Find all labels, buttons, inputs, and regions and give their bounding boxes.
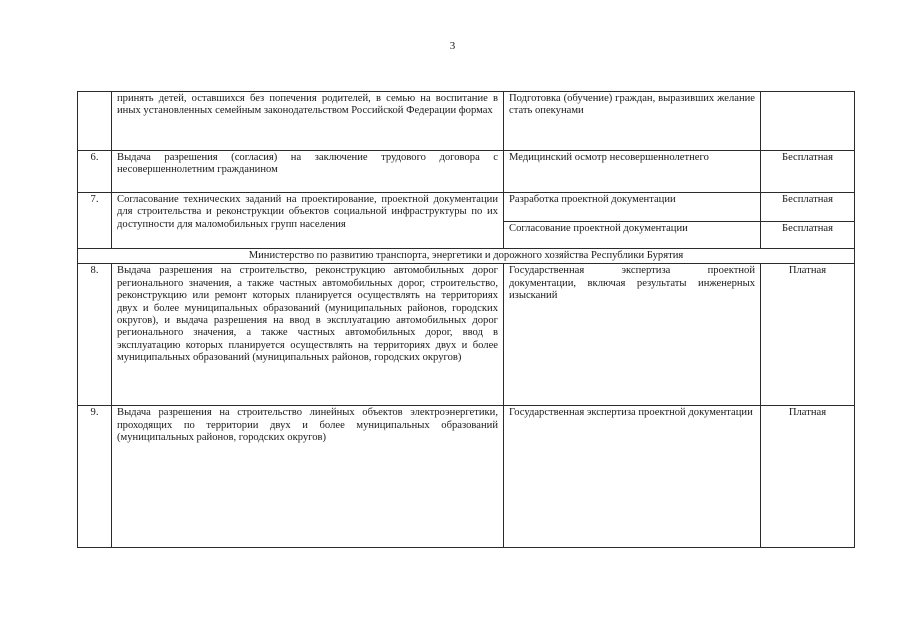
table-row bbox=[78, 92, 855, 151]
fee-type: Бесплатная bbox=[761, 151, 855, 193]
required-service: Разработка проектной документации bbox=[504, 193, 761, 222]
required-service: Согласование проектной документации bbox=[504, 222, 761, 249]
service-name: Выдача разрешения на строительство линейных объектов электроэнергетики, проходящих по территории двух и более муниципальных образований (муниципальных районов, городских округов) bbox=[112, 406, 504, 548]
service-name: Согласование технических заданий на проектирование, проектной документации для строительства и реконструкции объектов социальной инфраструктуры по их доступности для маломобильных групп населения bbox=[112, 193, 504, 249]
table-row bbox=[78, 193, 855, 222]
service-name: Выдача разрешения (согласия) на заключение трудового договора с несовершеннолетним гражданином bbox=[112, 151, 504, 193]
table-row bbox=[78, 264, 855, 406]
section-heading: Министерство по развитию транспорта, энергетики и дорожного хозяйства Республики Бурятия bbox=[78, 249, 855, 264]
fee-type bbox=[761, 92, 855, 151]
fee-type: Платная bbox=[761, 264, 855, 406]
row-number: 8. bbox=[78, 264, 112, 406]
service-name: принять детей, оставшихся без попечения родителей, в семью на воспитание в иных установленных семейным законодательством Российской Федерации формах bbox=[112, 92, 504, 151]
fee-type: Бесплатная bbox=[761, 193, 855, 222]
required-service: Государственная экспертиза проектной документации bbox=[504, 406, 761, 548]
row-number bbox=[78, 92, 112, 151]
fee-type: Платная bbox=[761, 406, 855, 548]
row-number: 7. bbox=[78, 193, 112, 249]
page-number: 3 bbox=[449, 40, 456, 52]
required-service: Государственная экспертиза проектной документации, включая результаты инженерных изысканий bbox=[504, 264, 761, 406]
required-service: Медицинский осмотр несовершеннолетнего bbox=[504, 151, 761, 193]
required-service: Подготовка (обучение) граждан, выразивших желание стать опекунами bbox=[504, 92, 761, 151]
table-row bbox=[78, 151, 855, 193]
fee-type: Бесплатная bbox=[761, 222, 855, 249]
table-row bbox=[78, 406, 855, 548]
service-name: Выдача разрешения на строительство, реконструкцию автомобильных дорог регионального значения, а также частных автомобильных дорог, строительство, реконструкцию или ремонт которых планируется осуществлять на территориях двух и более муниципальных образований (муниципальных районов, городских округов), и выдача разрешения на ввод в эксплуатацию автомобильных дорог регионального значения, а также частных автомобильных дорог, ввод в эксплуатацию которых планируется осуществлять на территориях двух и более муниципальных образований (муниципальных районов, городских округов) bbox=[112, 264, 504, 406]
services-table bbox=[77, 91, 855, 548]
section-row bbox=[78, 249, 855, 264]
row-number: 6. bbox=[78, 151, 112, 193]
row-number: 9. bbox=[78, 406, 112, 548]
